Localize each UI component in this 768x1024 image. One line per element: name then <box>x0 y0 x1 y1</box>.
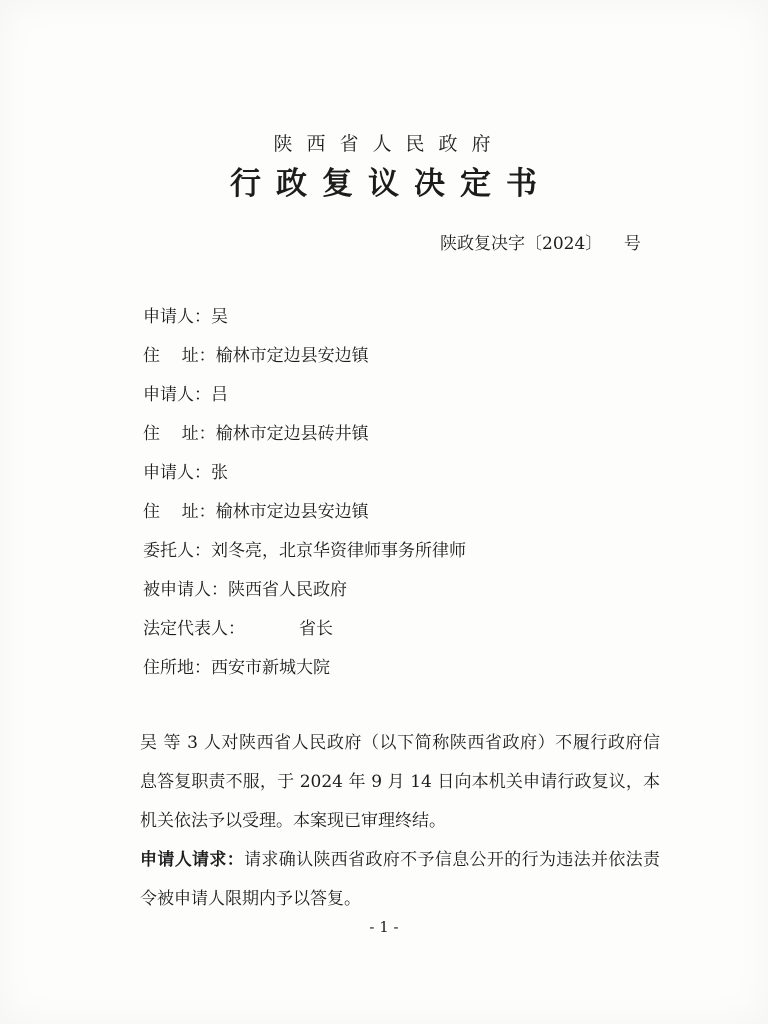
field-value: 榆林市定边县砖井镇 <box>215 424 369 444</box>
page-number: - 1 - <box>369 918 399 936</box>
party-field <box>143 493 466 532</box>
field-label: 住所地： <box>143 658 211 678</box>
field-label: 住 址： <box>143 424 216 444</box>
party-field <box>143 649 466 688</box>
party-field <box>143 298 466 337</box>
field-value: 吕 <box>211 385 228 405</box>
party-field <box>143 376 466 415</box>
field-value: 张 <box>211 463 228 483</box>
field-value: 西安市新城大院 <box>211 658 330 678</box>
party-field <box>143 610 466 649</box>
field-label: 申请人： <box>143 307 211 327</box>
document-title: 行政复议决定书 <box>230 166 552 202</box>
request-label: 申请人请求： <box>140 850 245 870</box>
field-label: 申请人： <box>143 463 211 483</box>
party-field <box>143 415 466 454</box>
party-field <box>143 454 466 493</box>
case-summary-paragraph: 吴 等 3 人对陕西省人民政府（以下简称陕西省政府）不履行政府信息答复职责不服，于 2024 年 9 月 14 日向本机关申请行政复议，本机关依法予以受理。本案现已审理终结。 <box>140 733 660 831</box>
party-field <box>143 337 466 376</box>
field-value: 省长 <box>245 619 334 639</box>
field-label: 被申请人： <box>143 580 228 600</box>
field-label: 住 址： <box>143 502 216 522</box>
field-label: 申请人： <box>143 385 211 405</box>
field-value: 榆林市定边县安边镇 <box>215 346 369 366</box>
document-number: 陕政复决字〔2024〕 号 <box>440 234 641 254</box>
field-value: 榆林市定边县安边镇 <box>215 502 369 522</box>
field-label: 法定代表人： <box>143 619 245 639</box>
parties-list <box>143 298 466 688</box>
party-field <box>143 532 466 571</box>
request-paragraph <box>100 841 660 919</box>
decision-body <box>100 724 660 919</box>
field-label: 委托人： <box>143 541 211 561</box>
field-value: 陕西省人民政府 <box>228 580 347 600</box>
field-label: 住 址： <box>143 346 216 366</box>
party-field <box>143 571 466 610</box>
issuing-government: 陕西省人民政府 <box>273 133 505 155</box>
request-text: 请求确认陕西省政府不予信息公开的行为违法并依法责令被申请人限期内予以答复。 <box>140 850 661 909</box>
field-value: 刘冬亮，北京华资律师事务所律师 <box>211 541 466 561</box>
field-value: 吴 <box>211 307 228 327</box>
